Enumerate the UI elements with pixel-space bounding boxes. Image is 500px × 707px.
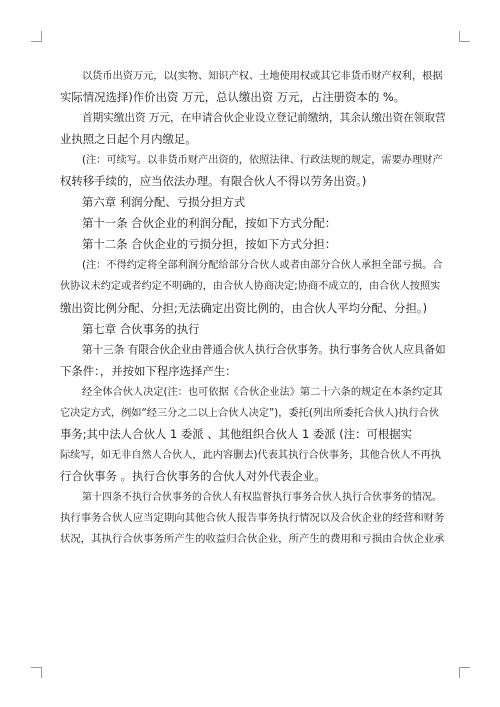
text-line-content: 执行事务合伙人应当定期向其他合伙人报告事务执行情况以及合伙企业的经营和财务 [60, 511, 445, 524]
text-line-content: 首期实缴出资 万元，在申请合伙企业设立登记前缴纳，其余认缴出资在领取营 [82, 112, 446, 125]
text-line [60, 213, 446, 234]
text-line-content: 事务;其中法人合伙人 1 委派 、其他组织合伙人 1 委派 (注：可根据实 [60, 426, 413, 441]
crop-mark-bottom-left [31, 667, 42, 678]
text-line [60, 171, 446, 192]
text-line [60, 340, 446, 361]
text-line [60, 487, 446, 508]
text-line [60, 445, 446, 466]
text-line-content: 状况，其执行合伙事务所产生的收益归合伙企业，所产生的费用和亏损由合伙企业承 [60, 533, 445, 546]
text-line [60, 87, 446, 108]
text-line [60, 192, 446, 213]
crop-mark-bottom-right [459, 667, 470, 678]
text-line-content: 第十二条 合伙企业的亏损分担，按如下方式分担： [82, 237, 337, 252]
crop-mark-top-left [31, 31, 42, 42]
text-line-content: 第十四条不执行合伙事务的合伙人有权监督执行事务合伙人执行合伙事务的情况。 [82, 491, 442, 503]
text-line-content: 伙协议未约定或者约定不明确的，由合伙人协商决定;协商不成立的，由合伙人按照实 [60, 281, 441, 293]
text-line [60, 129, 446, 150]
text-line-content: 下条件：，并按如下程序选择产生： [60, 363, 237, 378]
text-line-content: 第七章 合伙事务的执行 [82, 321, 200, 336]
text-line [60, 319, 446, 340]
text-line [60, 66, 446, 87]
text-line [60, 361, 446, 382]
text-line-content: 第十一条 合伙企业的利润分配，按如下方式分配： [82, 216, 337, 231]
text-line [60, 150, 446, 171]
text-line [60, 403, 446, 424]
text-line-content: (注：可续写。以非货币财产出资的，依照法律、行政法规的规定，需要办理财产 [82, 155, 443, 167]
text-line-content: 第六章 利润分配、亏损分担方式 [82, 195, 246, 210]
text-line [60, 108, 446, 129]
text-line [60, 382, 446, 403]
text-line [60, 529, 446, 550]
text-line-content: 以货币出资万元，以(实物、知识产权、土地使用权或其它非货币财产权利，根据 [82, 71, 443, 82]
text-line [60, 298, 446, 319]
text-line-content: 它决定方式，例如“经三分之二以上合伙人决定”)，委托(列出所委托合伙人)执行合伙 [60, 407, 440, 419]
text-line-content: 缴出资比例分配、分担;无法确定出资比例的，由合伙人平均分配、分担。) [60, 300, 428, 315]
text-line-content: 实际情况选择)作价出资 万元，总认缴出资 万元，占注册资本的 %。 [60, 90, 406, 105]
crop-mark-top-right [459, 31, 470, 42]
text-line [60, 255, 446, 276]
text-line [60, 276, 446, 297]
text-line-content: 行合伙事务 。执行合伙事务的合伙人对外代表企业。 [60, 468, 326, 483]
text-line-content: 际续写，如无非自然人合伙人，此内容删去)代表其执行合伙事务，其他合伙人不再执 [60, 449, 441, 461]
document-body [60, 66, 446, 550]
text-line [60, 466, 446, 487]
text-line [60, 508, 446, 529]
text-line-content: 业执照之日起个月内缴足。 [60, 132, 197, 147]
text-line [60, 424, 446, 445]
text-line-content: 权转移手续的，应当依法办理。有限合伙人不得以劳务出资。) [60, 174, 367, 189]
text-line-content: 经全体合伙人决定(注：也可依据《合伙企业法》第二十六条的规定在本条约定其 [82, 386, 443, 398]
text-line-content: (注：不得约定将全部利润分配给部分合伙人或者由部分合伙人承担全部亏损。合 [82, 260, 443, 272]
text-line-content: 第十三条 有限合伙企业由普通合伙人执行合伙事务。执行事务合伙人应具备如 [82, 343, 446, 356]
text-line [60, 234, 446, 255]
